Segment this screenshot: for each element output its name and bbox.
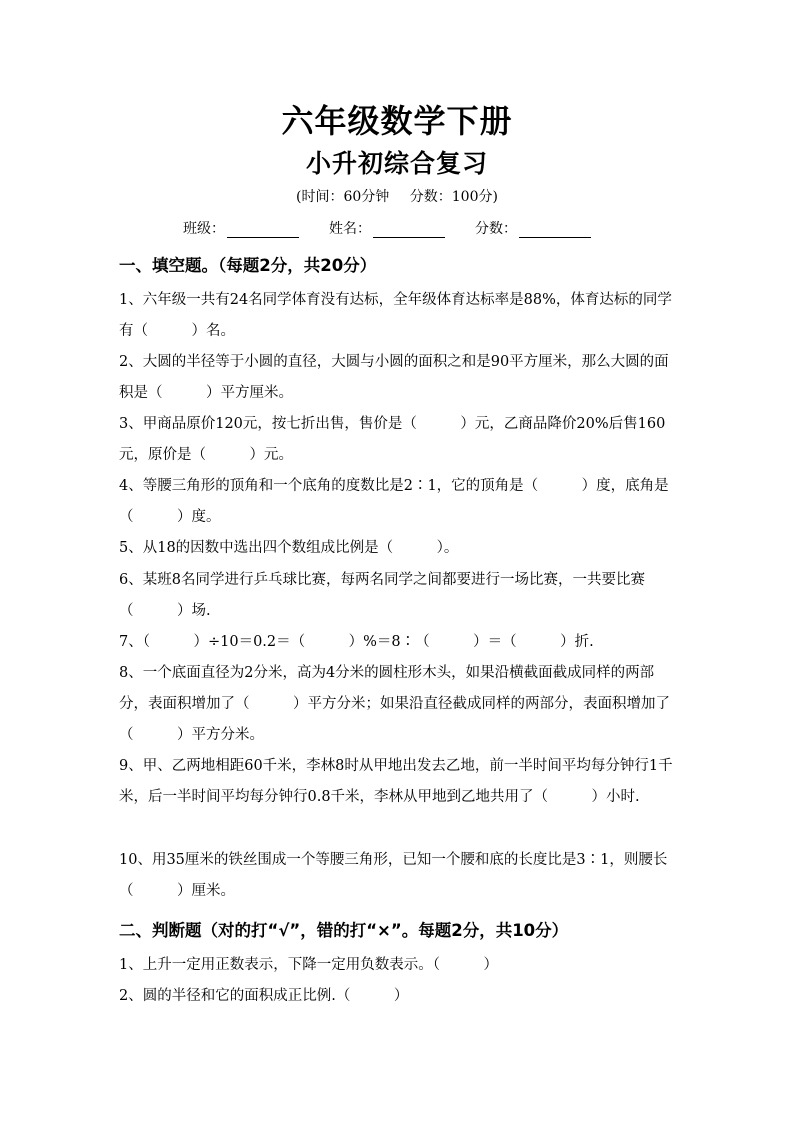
exam-meta bbox=[0, 186, 794, 206]
class-field bbox=[183, 218, 299, 238]
page-subtitle: 小升初综合复习 bbox=[305, 149, 488, 178]
student-info bbox=[183, 218, 623, 238]
time-info: (时间：60分钟 bbox=[296, 189, 390, 205]
question-1: 1、六年级一共有24名同学体育没有达标，全年级体育达标率是88%，体育达标的同学有（ ）名。 bbox=[119, 292, 672, 339]
section-heading-fill-in: 一、填空题。（每题2分，共20分） bbox=[119, 256, 377, 275]
question-4: 4、等腰三角形的顶角和一个底角的度数比是2∶1，它的顶角是（ ）度，底角是（ ）度。 bbox=[119, 478, 669, 525]
tf-question-2: 2、圆的半径和它的面积成正比例.（ ） bbox=[119, 988, 409, 1004]
question-9: 9、甲、乙两地相距60千米，李林8时从甲地出发去乙地，前一半时间平均每分钟行1千米，后一半时间平均每分钟行0.8千米，李林从甲地到乙地共用了（ ）小时. bbox=[119, 758, 673, 805]
question-2: 2、大圆的半径等于小圆的直径，大圆与小圆的面积之和是90平方厘米，那么大圆的面积是（ ）平方厘米。 bbox=[119, 354, 669, 401]
section-heading-true-false: 二、判断题（对的打“√”，错的打“×”。每题2分，共10分） bbox=[119, 921, 569, 940]
score-field bbox=[475, 218, 591, 238]
score-info: 分数：100分) bbox=[409, 189, 498, 205]
class-blank[interactable] bbox=[227, 223, 299, 238]
class-label: 班级： bbox=[183, 221, 225, 237]
question-8: 8、一个底面直径为2分米，高为4分米的圆柱形木头，如果沿横截面截成同样的两部分，表面积增加了（ ）平方分米；如果沿直径截成同样的两部分，表面积增加了（ ）平方分米。 bbox=[119, 665, 670, 743]
name-label: 姓名： bbox=[329, 221, 371, 237]
question-10: 10、用35厘米的铁丝围成一个等腰三角形，已知一个腰和底的长度比是3∶1，则腰长（ ）厘米。 bbox=[119, 852, 668, 899]
name-field bbox=[329, 218, 445, 238]
question-7: 7、（ ）÷10＝0.2＝（ ）%＝8∶（ ）＝（ ）折. bbox=[119, 634, 594, 650]
score-label: 分数： bbox=[475, 221, 517, 237]
tf-question-1: 1、上升一定用正数表示，下降一定用负数表示。（ ） bbox=[119, 957, 498, 973]
page-title: 六年级数学下册 bbox=[281, 102, 513, 140]
score-blank[interactable] bbox=[519, 223, 591, 238]
question-5: 5、从18的因数中选出四个数组成比例是（ ）。 bbox=[119, 540, 459, 556]
question-3: 3、甲商品原价120元，按七折出售，售价是（ ）元，乙商品降价20%后售160元，原价是（ ）元。 bbox=[119, 416, 666, 463]
name-blank[interactable] bbox=[373, 223, 445, 238]
question-6: 6、某班8名同学进行乒乓球比赛，每两名同学之间都要进行一场比赛，一共要比赛（ ）场. bbox=[119, 572, 645, 619]
